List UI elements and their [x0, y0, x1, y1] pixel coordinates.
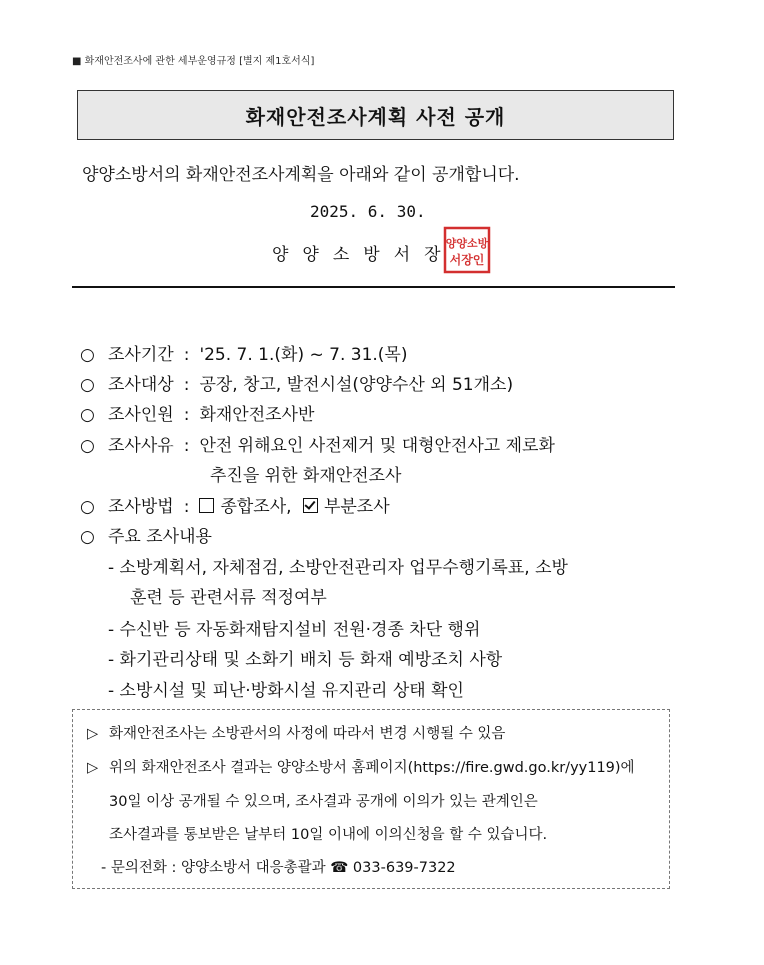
triangle-icon: ▷: [87, 760, 99, 776]
item-value: 안전 위해요인 사전제거 및 대형안전사고 제로화: [199, 436, 555, 456]
item-value: '25. 7. 1.(화) ~ 7. 31.(목): [199, 345, 408, 365]
notice-1: [87, 722, 505, 743]
item-label: 조사방법: [108, 497, 174, 517]
bullet-circle: ○: [80, 375, 95, 395]
notice-text: 화재안전조사는 소방관서의 사정에 따라서 변경 시행될 수 있음: [109, 726, 506, 742]
title-box: [77, 90, 674, 140]
notice-2-continued: 30일 이상 공개될 수 있으며, 조사결과 공개에 이의가 있는 관계인은: [109, 794, 538, 810]
item-colon: :: [183, 345, 190, 365]
item-label: 조사기간: [108, 345, 174, 365]
item-colon: :: [183, 405, 190, 425]
seal-text-bottom: 서장인: [449, 253, 485, 267]
list-item-continued: 훈련 등 관련서류 적정여부: [130, 588, 327, 608]
intro-text: 양양소방서의 화재안전조사계획을 아래와 같이 공개합니다.: [82, 165, 520, 185]
official-seal: [443, 226, 491, 274]
item-content: [80, 522, 212, 547]
contact-phone: - 문의전화 : 양양소방서 대응총괄과 ☎ 033-639-7322: [101, 860, 456, 876]
notice-2-continued: 조사결과를 통보받은 날부터 10일 이내에 이의신청을 할 수 있습니다.: [109, 827, 548, 843]
item-colon: :: [183, 497, 190, 517]
list-item: - 화기관리상태 및 소화기 배치 등 화재 예방조치 사항: [108, 650, 503, 670]
option-partial-inspection: 부분조사: [323, 497, 390, 517]
item-method: [80, 492, 390, 517]
notice-2: [87, 756, 635, 777]
notice-text: 위의 화재안전조사 결과는 양양소방서 홈페이지(https://fire.gwd.go.kr/yy119)에: [109, 760, 635, 776]
item-label: 주요 조사내용: [108, 527, 212, 547]
bullet-circle: ○: [80, 527, 95, 547]
item-value: 화재안전조사반: [199, 405, 315, 425]
checkbox-partial-inspection[interactable]: [303, 498, 318, 513]
item-period: [80, 340, 407, 365]
bullet-circle: ○: [80, 405, 95, 425]
document-date: 2025. 6. 30.: [310, 202, 426, 221]
item-colon: :: [183, 375, 190, 395]
option-full-inspection: 종합조사,: [220, 497, 292, 517]
bullet-circle: ○: [80, 497, 95, 517]
item-label: 조사인원: [108, 405, 174, 425]
triangle-icon: ▷: [87, 726, 99, 742]
item-label: 조사사유: [108, 436, 174, 456]
bullet-circle: ○: [80, 345, 95, 365]
item-colon: :: [183, 436, 190, 456]
item-reason-continued: 추진을 위한 화재안전조사: [210, 466, 402, 486]
issuing-organization: 양양소방서장: [272, 245, 455, 265]
item-label: 조사대상: [108, 375, 174, 395]
divider: [72, 286, 675, 288]
item-reason: [80, 431, 555, 456]
list-item: - 수신반 등 자동화재탐지설비 전원·경종 차단 행위: [108, 620, 481, 640]
form-header-note: ■ 화재안전조사에 관한 세부운영규정 [별지 제1호서식]: [72, 56, 315, 67]
list-item: - 소방시설 및 피난·방화시설 유지관리 상태 확인: [108, 681, 464, 701]
seal-text-top: 양양소방: [445, 237, 489, 250]
list-item: - 소방계획서, 자체점검, 소방안전관리자 업무수행기록표, 소방: [108, 558, 568, 578]
item-target: [80, 370, 513, 395]
item-staff: [80, 400, 314, 425]
checkbox-full-inspection[interactable]: [199, 498, 214, 513]
item-value: 공장, 창고, 발전시설(양양수산 외 51개소): [199, 375, 514, 395]
notice-box: [72, 709, 670, 889]
bullet-circle: ○: [80, 436, 95, 456]
page-title: 화재안전조사계획 사전 공개: [245, 104, 506, 129]
